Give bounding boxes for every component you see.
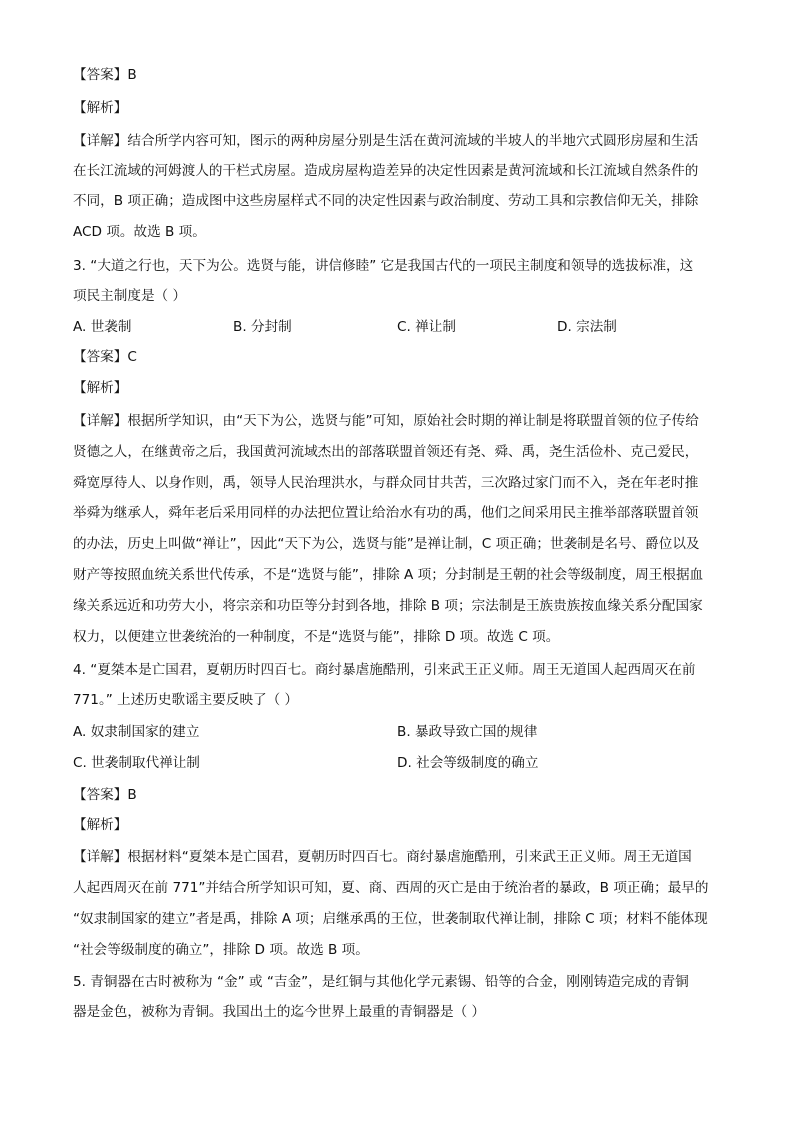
detail-line: 【详解】根据所学知识，由“天下为公，选贤与能”可知，原始社会时期的禅让制是将联盟首领的位子传给 xyxy=(73,413,699,429)
detail-line: 缘关系远近和功劳大小，将宗亲和功臣等分封到各地，排除 B 项；宗法制是王族贵族按血缘关系分配国家 xyxy=(73,598,703,614)
detail-line: “社会等级制度的确立”，排除 D 项。故选 B 项。 xyxy=(73,942,369,958)
detail-line: “奴隶制国家的建立”者是禹，排除 A 项；启继承禹的王位，世袭制取代禅让制，排除 C 项；材料不能体现 xyxy=(73,911,708,927)
detail-line: 权力，以便建立世袭统治的一种制度，不是“选贤与能”，排除 D 项。故选 C 项。 xyxy=(73,629,560,645)
analysis-label: 【解析】 xyxy=(73,817,128,833)
detail-line: 财产等按照血统关系世代传承，不是“选贤与能”，排除 A 项；分封制是王朝的社会等级制度，周王根据血 xyxy=(73,567,704,583)
option-d: D. 宗法制 xyxy=(557,319,617,335)
analysis-label: 【解析】 xyxy=(73,100,128,116)
detail-line: 贤德之人，在继黄帝之后，我国黄河流域杰出的部落联盟首领还有尧、舜、禹，尧生活俭朴、克己爱民， xyxy=(73,444,699,460)
detail-line: 【详解】根据材料“夏桀本是亡国君，夏朝历时四百七。商纣暴虐施酷刑，引来武王正义师。周王无道国 xyxy=(73,849,692,865)
question-stem: 器是金色，被称为青铜。我国出土的迄今世界上最重的青铜器是（ ） xyxy=(73,1004,486,1020)
detail-line: 的办法，历史上叫做“禅让”，因此“天下为公，选贤与能”是禅让制，C 项正确；世袭制是名号、爵位以及 xyxy=(73,536,700,552)
option-d: D. 社会等级制度的确立 xyxy=(397,755,539,771)
analysis-label: 【解析】 xyxy=(73,380,128,396)
question-stem: 4. “夏桀本是亡国君，夏朝历时四百七。商纣暴虐施酷刑，引来武王正义师。周王无道国人起西周灭在前 xyxy=(73,662,696,678)
option-c: C. 世袭制取代禅让制 xyxy=(73,755,200,771)
question-stem: 项民主制度是（ ） xyxy=(73,288,187,304)
detail-line: 【详解】结合所学内容可知，图示的两种房屋分别是生活在黄河流域的半坡人的半地穴式圆形房屋和生活 xyxy=(73,133,699,149)
detail-line: 舜宽厚待人、以身作则，禹，领导人民治理洪水，与群众同甘共苦，三次路过家门而不入，尧在年老时推 xyxy=(73,475,699,491)
option-b: B. 暴政导致亡国的规律 xyxy=(397,724,538,740)
option-b: B. 分封制 xyxy=(233,319,292,335)
answer-label: 【答案】B xyxy=(73,787,137,803)
answer-label: 【答案】C xyxy=(73,349,137,365)
option-a: A. 奴隶制国家的建立 xyxy=(73,724,200,740)
detail-line: 举舜为继承人，舜年老后采用同样的办法把位置让给治水有功的禹，他们之间采用民主推举部落联盟首领 xyxy=(73,505,699,521)
question-stem: 3. “大道之行也，天下为公。选贤与能，讲信修睦” 它是我国古代的一项民主制度和领导的选拔标准，这 xyxy=(73,258,694,274)
detail-line: 在长江流域的河姆渡人的干栏式房屋。造成房屋构造差异的决定性因素是黄河流域和长江流域自然条件的 xyxy=(73,163,699,179)
answer-label: 【答案】B xyxy=(73,67,137,83)
detail-line: ACD 项。故选 B 项。 xyxy=(73,224,206,240)
question-stem: 771。” 上述历史歌谣主要反映了（ ） xyxy=(73,692,299,708)
question-stem: 5. 青铜器在古时被称为 “金” 或 “吉金”，是红铜与其他化学元素锡、铅等的合金，刚刚铸造完成的青铜 xyxy=(73,974,689,990)
option-a: A. 世袭制 xyxy=(73,319,132,335)
detail-line: 人起西周灭在前 771”并结合所学知识可知，夏、商、西周的灭亡是由于统治者的暴政，B 项正确；最早的 xyxy=(73,880,709,896)
option-c: C. 禅让制 xyxy=(397,319,456,335)
detail-line: 不同，B 项正确；造成图中这些房屋样式不同的决定性因素与政治制度、劳动工具和宗教信仰无关，排除 xyxy=(73,193,699,209)
